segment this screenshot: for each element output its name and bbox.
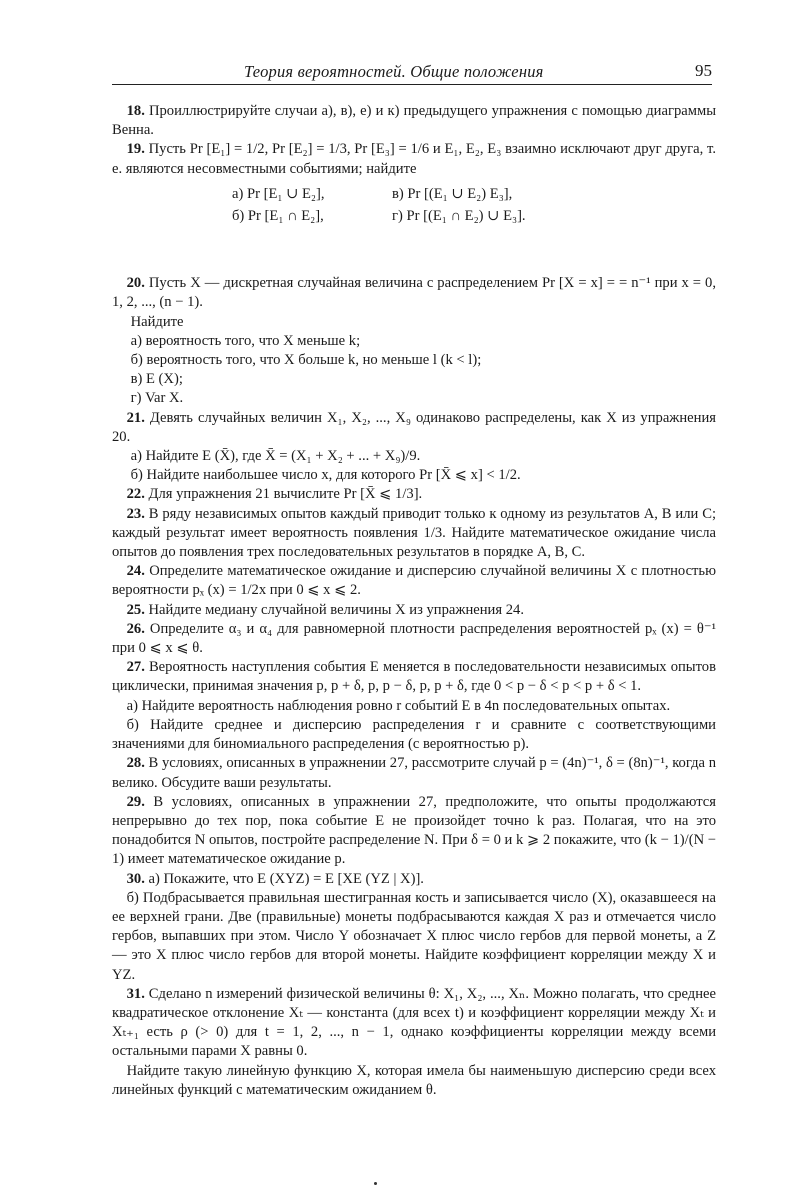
exercise-27-a: а) Найдите вероятность наблюдения ровно r событий E в 4n последовательных опытах. bbox=[126, 697, 671, 714]
running-header bbox=[112, 60, 712, 85]
exercise-20-item: г) Var X. bbox=[130, 390, 184, 407]
exercise-19-item-g: г) Pr [(E₁ ∩ E₂) ∪ E₃]. bbox=[392, 208, 526, 225]
exercise-23: 23. В ряду независимых опытов каждый приводит только к одному из результатов A, B или C; каждый результат имеет вероятность появления 1/3. Найдите математическое ожидание числа опытов до появления трех последовательных результатов в порядке A, B, C. bbox=[112, 505, 716, 561]
print-speck bbox=[374, 1182, 377, 1185]
exercise-19-item-b: б) Pr [E₁ ∩ E₂], bbox=[232, 208, 324, 225]
exercise-20-find: Найдите bbox=[130, 313, 184, 330]
exercise-27: 27. Вероятность наступления события E меняется в последовательности независимых опытов циклически, принимая значения p, p + δ, p, p − δ, p, p + δ, где 0 < p − δ < p < p + δ < 1. bbox=[112, 659, 716, 695]
exercise-21: 21. Девять случайных величин X₁, X₂, ..., X₉ одинаково распределены, как X из упражнения 20. bbox=[112, 409, 716, 445]
exercise-28: 28. В условиях, описанных в упражнении 27, рассмотрите случай p = (4n)⁻¹, δ = (8n)⁻¹, когда n велико. Обсудите ваши результаты. bbox=[112, 755, 716, 791]
exercise-19-item-a: а) Pr [E₁ ∪ E₂], bbox=[232, 185, 325, 202]
exercise-30-b: б) Подбрасывается правильная шестигранная кость и записывается число (X), оказавшееся на ее верхней грани. Две (правильные) монеты подбрасываются каждая X раз и отмечается число гербов, выпавших при этом. Число Y обозначает X плюс число гербов для первой монеты, а Z — это X плюс число гербов для второй монеты. Найдите коэффициент корреляции между X и YZ. bbox=[112, 889, 716, 983]
exercise-29: 29. В условиях, описанных в упражнении 27, предположите, что опыты продолжаются непрерывно до тех пор, пока событие E не произойдет точно k раз. Полагая, что на это понадобится N опытов, постройте распределение N. При δ = 0 и k ⩾ 2 покажите, что (k − 1)/(N − 1) имеет математическое ожидание p. bbox=[112, 793, 716, 868]
exercise-20-item: а) вероятность того, что X меньше k; bbox=[130, 332, 361, 349]
exercise-24: 24. Определите математическое ожидание и дисперсию случайной величины X с плотностью вероятности pₓ (x) = 1/2x при 0 ⩽ x ⩽ 2. bbox=[112, 563, 716, 599]
exercise-18: 18. Проиллюстрируйте случаи а), в), е) и к) предыдущего упражнения с помощью диаграммы Венна. bbox=[112, 103, 716, 139]
exercise-19-item-v: в) Pr [(E₁ ∪ E₂) E₃], bbox=[392, 185, 513, 202]
exercise-31-continued: Найдите такую линейную функцию X, которая имела бы наименьшую дисперсию среди всех линейных функций с математическим ожиданием θ. bbox=[112, 1062, 716, 1098]
page-body bbox=[112, 102, 716, 1100]
exercise-27-b: б) Найдите среднее и дисперсию распределения r и сравните с соответствующими значениями для биномиального распределения (с вероятностью p). bbox=[112, 716, 716, 753]
exercise-22: 22. Для упражнения 21 вычислите Pr [X̄ ⩽ 1/3]. bbox=[126, 486, 423, 503]
exercise-20-item: в) E (X); bbox=[130, 371, 183, 388]
exercise-31: 31. Сделано n измерений физической величины θ: X₁, X₂, ..., Xₙ. Можно полагать, что среднее квадратическое отклонение Xₜ — константа (для всех t) и коэффициент корреляции между Xₜ и Xₜ₊₁ есть ρ (> 0) для t = 1, 2, ..., n − 1, однако коэффициенты корреляции между всеми остальными парами X равны 0. bbox=[112, 985, 716, 1060]
chapter-title: Теория вероятностей. Общие положения bbox=[244, 62, 544, 81]
exercise-25: 25. Найдите медиану случайной величины X из упражнения 24. bbox=[126, 601, 524, 618]
exercise-19: 19. Пусть Pr [E₁] = 1/2, Pr [E₂] = 1/3, Pr [E₃] = 1/6 и E₁, E₂, E₃ взаимно исключают друг друга, т. е. являются несовместными событиями; найдите bbox=[112, 141, 716, 177]
exercise-21-item: б) Найдите наибольшее число x, для которого Pr [X̄ ⩽ x] < 1/2. bbox=[130, 467, 521, 484]
exercise-21-item: а) Найдите E (X̄), где X̄ = (X₁ + X₂ + ... + X₉)/9. bbox=[130, 448, 421, 465]
exercise-26: 26. Определите α₃ и α₄ для равномерной плотности распределения вероятностей pₓ (x) = θ⁻¹ при 0 ⩽ x ⩽ θ. bbox=[112, 620, 716, 657]
page-number: 95 bbox=[695, 61, 712, 80]
exercise-19-items bbox=[232, 185, 716, 226]
exercise-20: 20. Пусть X — дискретная случайная величина с распределением Pr [X = x] = = n⁻¹ при x = 0, 1, 2, ..., (n − 1). bbox=[112, 275, 716, 311]
exercise-20-item: б) вероятность того, что X больше k, но меньше l (k < l); bbox=[130, 352, 482, 369]
exercise-30: 30. а) Покажите, что E (XYZ) = E [XE (YZ | X)]. bbox=[126, 870, 424, 887]
